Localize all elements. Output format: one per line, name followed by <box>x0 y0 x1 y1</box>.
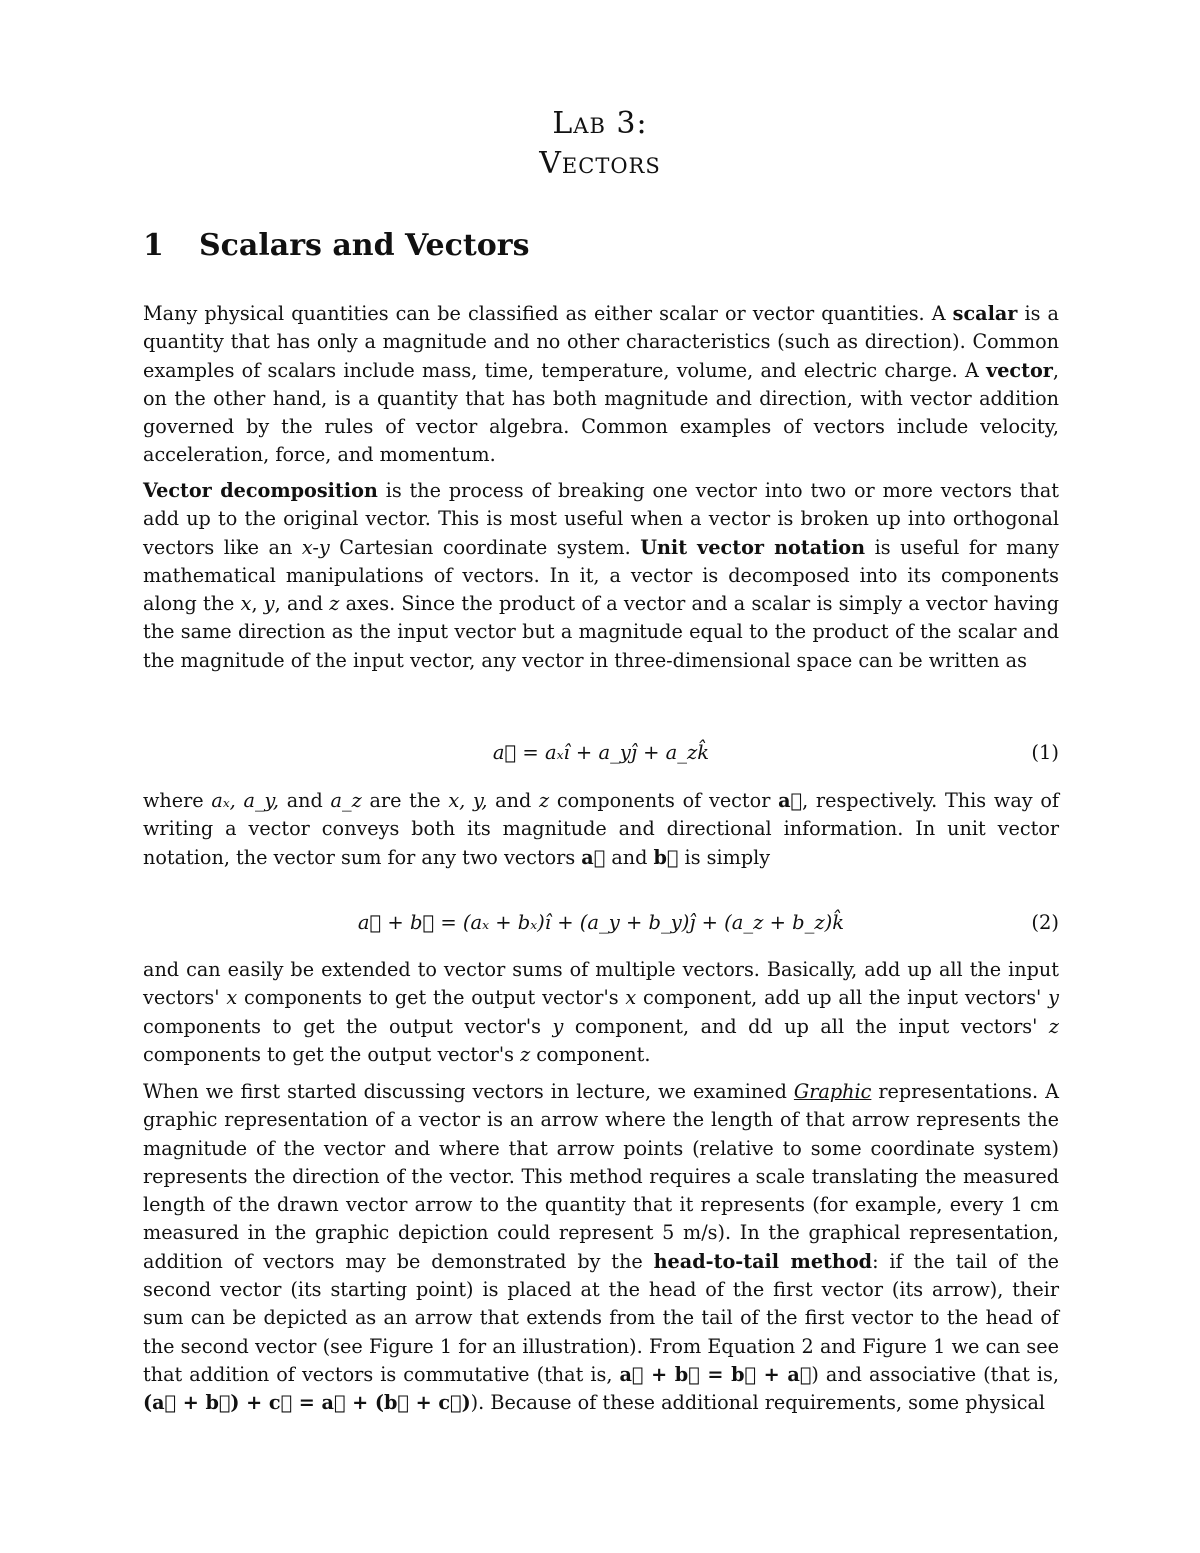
term-scalar: scalar <box>952 302 1018 325</box>
term-head-to-tail-method: head-to-tail method <box>653 1249 873 1273</box>
equation-2-expression: a⃗ + b⃗ = (aₓ + bₓ)î + (a_y + b_y)ĵ + (a_z + b_z)k̂ <box>357 911 845 934</box>
associative-expression: (a⃗ + b⃗) + c⃗ = a⃗ + (b⃗ + c⃗) <box>143 1391 471 1415</box>
section-heading <box>143 228 529 263</box>
paragraph-decomposition: Vector decomposition is the process of breaking one vector into two or more vectors that add up to the original vector. This is most useful when a vector is broken up into orthogonal vectors like an x-y Cartesian coordinate system. Unit vector notation is useful for many mathematical manipulations of vectors. In it, a vector is decomposed into its components along the x, y, and z axes. Since the product of a vector and a scalar is simply a vector having the same direction as the input vector but a magnitude equal to the product of the scalar and the magnitude of the input vector, any vector in three-dimensional space can be written as <box>143 479 1060 672</box>
term-vector-decomposition: Vector decomposition <box>143 479 378 502</box>
commutative-expression: a⃗ + b⃗ = b⃗ + a⃗ <box>619 1362 812 1386</box>
term-vector: vector <box>986 358 1053 382</box>
equation-1-number: (1) <box>1031 741 1059 764</box>
lab-title: Lab 3: <box>552 106 648 141</box>
lab-subtitle: Vectors <box>539 146 661 181</box>
term-unit-vector-notation: Unit vector notation <box>640 535 866 559</box>
equation-1-expression: a⃗ = aₓî + a_yĵ + a_zk̂ <box>492 741 710 764</box>
equation-1 <box>143 738 1059 768</box>
section-title: Scalars and Vectors <box>199 228 530 263</box>
paragraph-graphic-representation: When we first started discussing vectors in lecture, we examined Graphic representations. A graphic representation of a vector is an arrow where the length of that arrow represents the magnitude of the vector and where that arrow points (relative to some coordinate system) represents the direction of the vector. This method requires a scale translating the measured length of the drawn vector arrow to the quantity that it represents (for example, every 1 cm measured in the graphic depiction could represent 5 m/s). In the graphical representation, addition of vectors may be demonstrated by the head-to-tail method: if the tail of the second vector (its starting point) is placed at the head of the first vector (its arrow), their sum can be depicted as an arrow that extends from the tail of the first vector to the head of the second vector (see Figure 1 for an illustration). From Equation 2 and Figure 1 we can see that addition of vectors is commutative (that is, a⃗ + b⃗ = b⃗ + a⃗) and associative (that is, (a⃗ + b⃗) + c⃗ = a⃗ + (b⃗ + c⃗)). Because of these additional requirements, some physical <box>143 1080 1060 1415</box>
paragraph-scalars-vectors: Many physical quantities can be classified as either scalar or vector quantities. A scalar is a quantity that has only a magnitude and no other characteristics (such as direction). Common examples of scalars include mass, time, temperature, volume, and electric charge. A vector, on the other hand, is a quantity that has both magnitude and direction, with vector addition governed by the rules of vector algebra. Common examples of vectors include velocity, acceleration, force, and momentum. <box>143 302 1059 467</box>
term-graphic: Graphic <box>793 1080 872 1103</box>
equation-2-number: (2) <box>1031 911 1059 934</box>
equation-2 <box>143 908 1059 938</box>
paragraph-components: where aₓ, a_y, and a_z are the x, y, and z components of vector a⃗, respectively. This way of writing a vector conveys both its magnitude and directional information. In unit vector notation, the vector sum for any two vectors a⃗ and b⃗ is simply <box>143 789 1060 869</box>
section-number: 1 <box>143 228 164 263</box>
paragraph-vector-sums: and can easily be extended to vector sums of multiple vectors. Basically, add up all the input vectors' x components to get the output vector's x component, add up all the input vectors' y components to get the output vector's y component, and dd up all the input vectors' z components to get the output vector's z component. <box>143 958 1059 1066</box>
